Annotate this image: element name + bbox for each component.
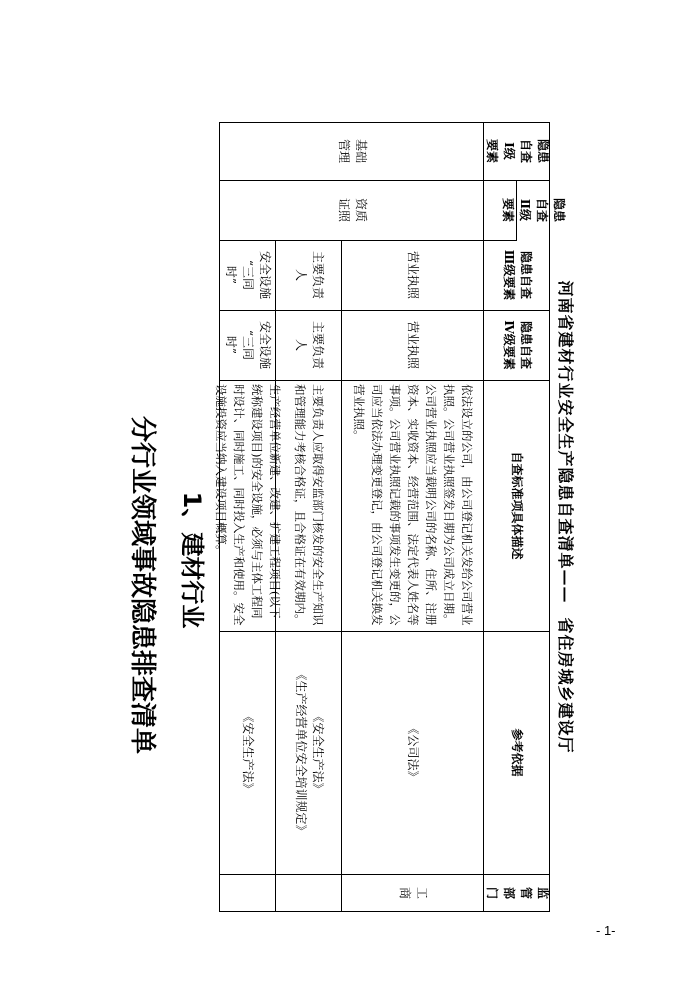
header-level1: 隐患 自查 Ⅰ级 要素 xyxy=(485,138,550,163)
header-reference: 参考依据 xyxy=(510,728,525,777)
row2-standard: 主要负责人应取得安监部门核发的安全生产知识和管理能力考核合格证，且合格证在有效期内。 xyxy=(293,384,325,626)
group-level1: 基础 管理 xyxy=(337,138,368,163)
header-level3: 隐患自查 Ⅲ级要素 xyxy=(502,249,533,301)
header-standard: 自查标准项具体描述 xyxy=(510,451,525,560)
row2-level3: 主要负责 人 xyxy=(294,250,325,299)
row3-standard: 生产经营单位新建、改建、扩建工程项目(以下统称建设项目)的安全设施，必须与主体工程同时设计、同时施工、同时投入生产和使用。安全设施投资应当纳入建设项目概算。 xyxy=(214,384,282,626)
header-supervisor: 监 管 部 门 xyxy=(485,886,550,899)
section-title: 1、建材行业 xyxy=(178,491,206,629)
page-number: - 1- xyxy=(596,923,616,938)
row3-supervisor xyxy=(220,874,276,912)
group-level2: 资质 证照 xyxy=(337,197,368,222)
row1-reference: 《公司法》 xyxy=(406,722,421,783)
row3-level4: 安全设施 “三同 时” xyxy=(224,320,273,369)
header-level4: 隐患自查 Ⅳ级要素 xyxy=(502,320,533,370)
row1-supervisor: 工 商 xyxy=(398,886,429,899)
row1-level4: 营业执照 xyxy=(406,320,421,369)
page-title: 分行业领域事故隐患排查清单 xyxy=(127,415,157,754)
row2-level4: 主要负责 人 xyxy=(294,320,325,369)
row2-reference: 《安全生产法》 《生产经营单位安全培训规定》 xyxy=(294,668,325,837)
row3-level3: 安全设施 “三同 时” xyxy=(224,250,273,299)
row3-reference: 《安全生产法》 xyxy=(241,710,256,795)
row2-supervisor xyxy=(276,874,342,912)
row1-standard: 依法设立的公司，由公司登记机关发给公司营业执照。公司营业执照签发日期为公司成立日期。公司营业执照应当载明公司的名称、住所、注册资本、实收资本、经营范围、法定代表人姓名等事项。公司营业执照记载的事项发生变更的，公司应当依法办理变更登记，由公司登记机关换发营业执照。 xyxy=(352,384,474,626)
table-caption-text: 河南省建材行业安全生产隐患自查清单—— xyxy=(556,280,576,604)
table-caption-department: 省住房城乡建设厅 xyxy=(556,617,576,754)
header-level2: 隐患 自查 Ⅱ级 要素 xyxy=(501,197,567,222)
row1-level3: 营业执照 xyxy=(406,250,421,299)
checklist-table xyxy=(214,112,588,912)
